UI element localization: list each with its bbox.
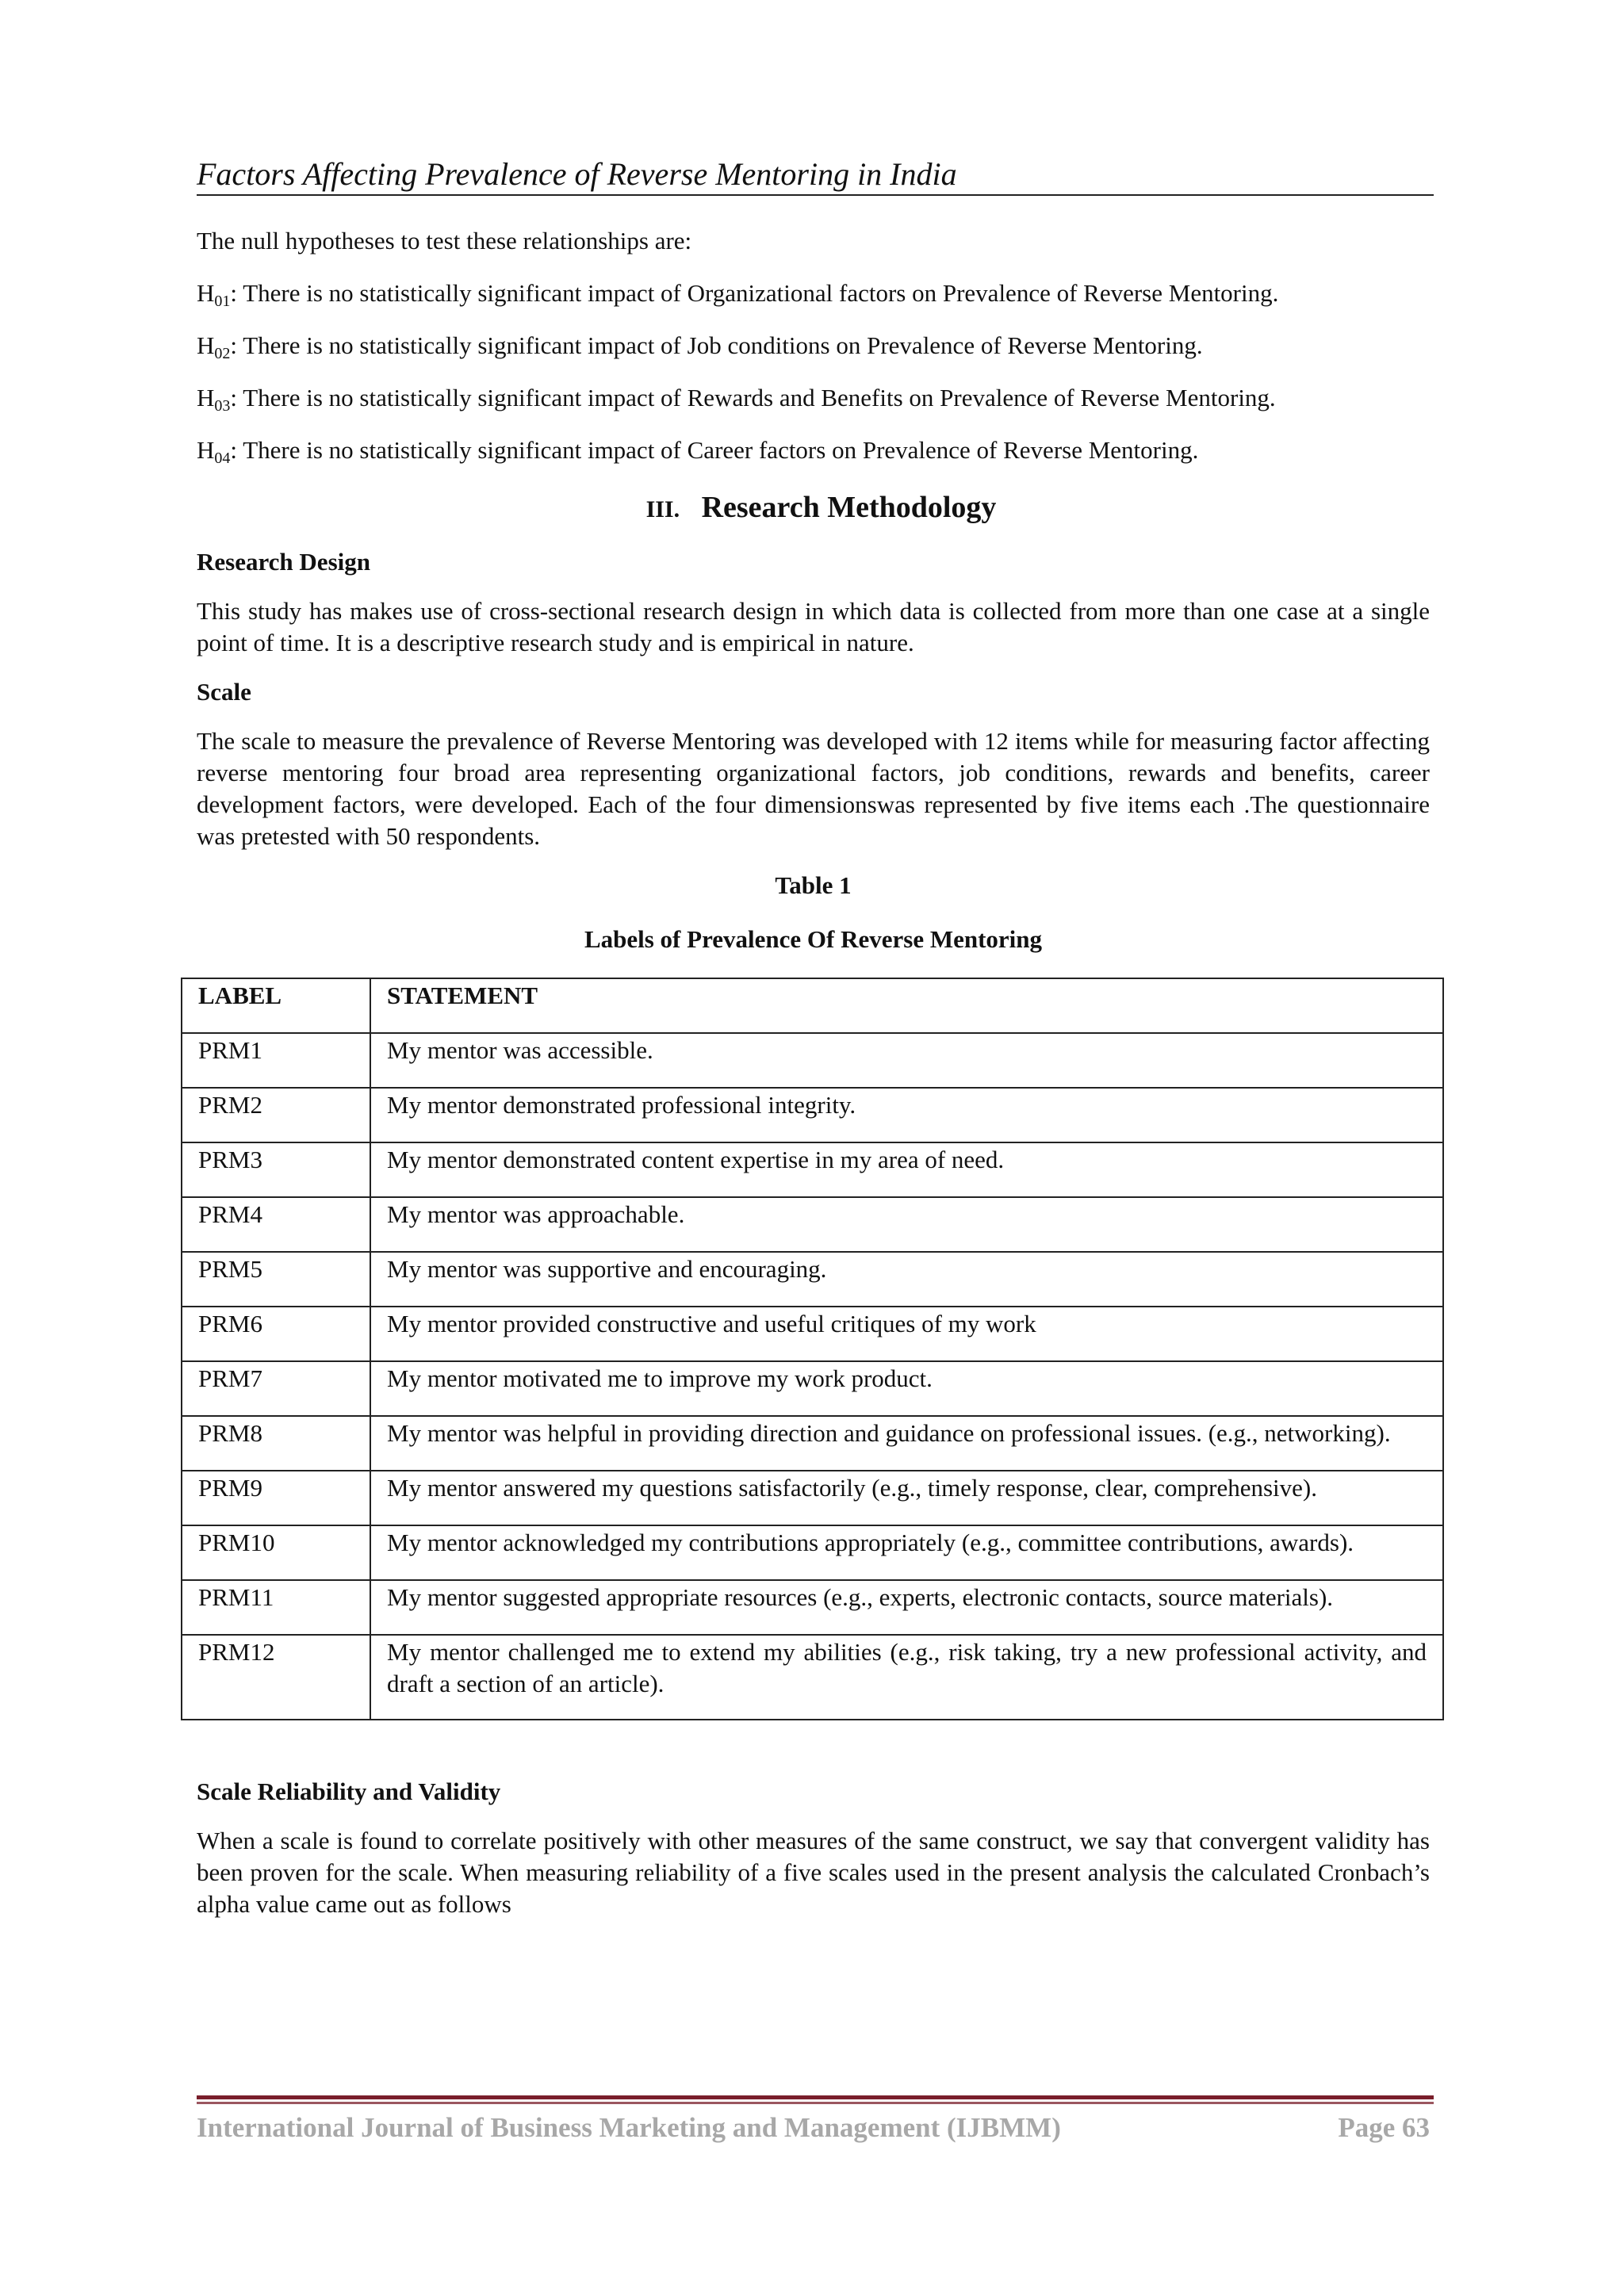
hypothesis-subscript: 03 bbox=[214, 397, 231, 415]
row-statement: My mentor answered my questions satisfactorily (e.g., timely response, clear, comprehensive). bbox=[370, 1471, 1443, 1525]
row-label: PRM3 bbox=[182, 1142, 370, 1197]
row-label: PRM10 bbox=[182, 1525, 370, 1580]
row-statement: My mentor motivated me to improve my work product. bbox=[370, 1361, 1443, 1416]
reliability-heading: Scale Reliability and Validity bbox=[197, 1777, 501, 1805]
table-row bbox=[182, 1416, 1443, 1471]
footer-rule bbox=[197, 2095, 1434, 2099]
row-label: PRM4 bbox=[182, 1197, 370, 1252]
hypothesis-text: : There is no statistically significant impact of Rewards and Benefits on Prevalence of Reverse Mentoring. bbox=[230, 384, 1276, 411]
row-statement: My mentor challenged me to extend my abilities (e.g., risk taking, try a new professional activity, and draft a section of an article). bbox=[370, 1635, 1443, 1720]
column-header-label: LABEL bbox=[182, 978, 370, 1033]
hypothesis-h03 bbox=[197, 382, 1430, 414]
hypothesis-text: : There is no statistically significant impact of Job conditions on Prevalence of Reverse Mentoring. bbox=[230, 331, 1203, 359]
hypothesis-symbol: H bbox=[197, 279, 215, 307]
scale-heading: Scale bbox=[197, 678, 251, 706]
row-statement: My mentor demonstrated professional integrity. bbox=[370, 1088, 1443, 1142]
row-label: PRM11 bbox=[182, 1580, 370, 1635]
row-statement: My mentor suggested appropriate resources (e.g., experts, electronic contacts, source materials). bbox=[370, 1580, 1443, 1635]
scale-paragraph: The scale to measure the prevalence of Reverse Mentoring was developed with 12 items while for measuring factor affecting reverse mentoring four broad area representing organizational factors, job conditions, rewards and benefits, career development factors, were developed. Each of the four dimensionswas represented by five items each .The questionnaire was pretested with 50 respondents. bbox=[197, 727, 1430, 850]
page-footer bbox=[197, 2110, 1430, 2145]
page-number: Page 63 bbox=[1338, 2112, 1430, 2143]
hypothesis-h02 bbox=[197, 330, 1430, 362]
row-statement: My mentor was approachable. bbox=[370, 1197, 1443, 1252]
section-number: III. bbox=[645, 496, 680, 522]
reliability-paragraph: When a scale is found to correlate positively with other measures of the same construct, we say that convergent validity has been proven for the scale. When measuring reliability of a five scales used in the present analysis the calculated Cronbach’s alpha value came out as follows bbox=[197, 1827, 1430, 1918]
row-label: PRM9 bbox=[182, 1471, 370, 1525]
hypotheses-intro: The null hypotheses to test these relationships are: bbox=[197, 227, 692, 254]
hypothesis-subscript: 02 bbox=[214, 345, 231, 362]
labels-table bbox=[181, 978, 1444, 1720]
hypothesis-subscript: 04 bbox=[214, 450, 231, 467]
row-label: PRM2 bbox=[182, 1088, 370, 1142]
table-row bbox=[182, 1525, 1443, 1580]
row-label: PRM12 bbox=[182, 1635, 370, 1720]
hypothesis-symbol: H bbox=[197, 331, 215, 359]
table-row bbox=[182, 1361, 1443, 1416]
table-row bbox=[182, 1142, 1443, 1197]
table-row bbox=[182, 1471, 1443, 1525]
column-header-statement: STATEMENT bbox=[370, 978, 1443, 1033]
row-label: PRM7 bbox=[182, 1361, 370, 1416]
row-statement: My mentor provided constructive and useful critiques of my work bbox=[370, 1307, 1443, 1361]
row-statement: My mentor was supportive and encouraging. bbox=[370, 1252, 1443, 1307]
hypothesis-h01 bbox=[197, 277, 1430, 309]
row-label: PRM1 bbox=[182, 1033, 370, 1088]
hypothesis-symbol: H bbox=[197, 436, 215, 464]
hypothesis-text: : There is no statistically significant impact of Organizational factors on Prevalence of Reverse Mentoring. bbox=[230, 279, 1279, 307]
table-row bbox=[182, 1033, 1443, 1088]
row-statement: My mentor was helpful in providing direction and guidance on professional issues. (e.g., networking). bbox=[370, 1416, 1443, 1471]
table-row bbox=[182, 1197, 1443, 1252]
hypothesis-h04 bbox=[197, 434, 1430, 466]
section-title: Research Methodology bbox=[701, 491, 997, 524]
table-title: Labels of Prevalence Of Reverse Mentoring bbox=[584, 925, 1043, 953]
research-design-paragraph: This study has makes use of cross-sectional research design in which data is collected from more than one case at a single point of time. It is a descriptive research study and is empirical in nature. bbox=[197, 597, 1430, 656]
table-caption: Table 1 bbox=[775, 871, 852, 899]
table-row bbox=[182, 1635, 1443, 1720]
section-heading bbox=[197, 488, 1430, 529]
row-statement: My mentor was accessible. bbox=[370, 1033, 1443, 1088]
running-title: Factors Affecting Prevalence of Reverse Mentoring in India bbox=[197, 156, 957, 192]
table-row bbox=[182, 1307, 1443, 1361]
table-row bbox=[182, 1580, 1443, 1635]
table-row bbox=[182, 1088, 1443, 1142]
row-label: PRM8 bbox=[182, 1416, 370, 1471]
table-header-row bbox=[182, 978, 1443, 1033]
row-label: PRM5 bbox=[182, 1252, 370, 1307]
table-row bbox=[182, 1252, 1443, 1307]
header-rule bbox=[197, 194, 1434, 196]
hypothesis-text: : There is no statistically significant impact of Career factors on Prevalence of Reverse Mentoring. bbox=[230, 436, 1199, 464]
hypothesis-subscript: 01 bbox=[214, 293, 231, 310]
journal-name: International Journal of Business Marketing and Management (IJBMM) bbox=[197, 2112, 1061, 2143]
research-design-heading: Research Design bbox=[197, 548, 370, 576]
hypothesis-symbol: H bbox=[197, 384, 215, 411]
footer-rule-secondary bbox=[197, 2102, 1434, 2104]
row-label: PRM6 bbox=[182, 1307, 370, 1361]
page-body bbox=[197, 222, 1430, 1920]
row-statement: My mentor acknowledged my contributions appropriately (e.g., committee contributions, awards). bbox=[370, 1525, 1443, 1580]
row-statement: My mentor demonstrated content expertise in my area of need. bbox=[370, 1142, 1443, 1197]
